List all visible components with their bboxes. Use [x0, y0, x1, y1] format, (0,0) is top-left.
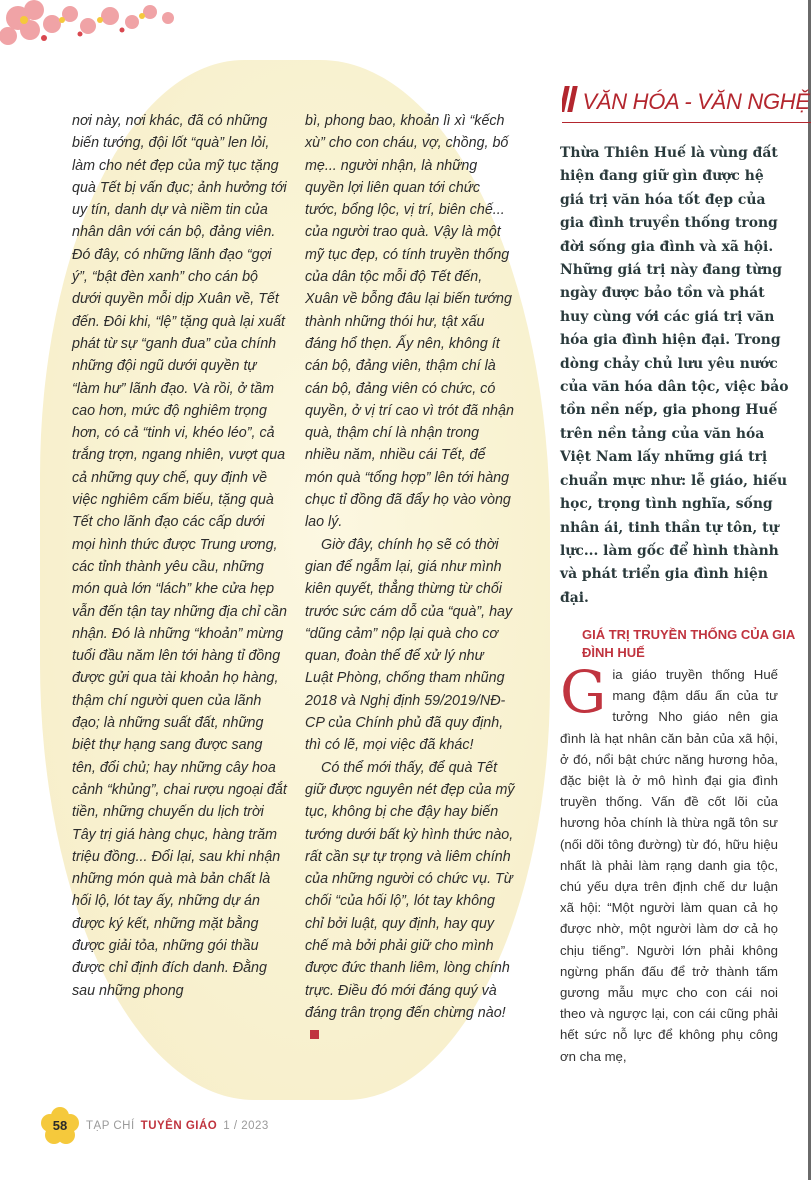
column-2-paragraph-3-text: Có thể mới thấy, để quà Tết giữ được nguyên nét đẹp của mỹ tục, không bị che đậy hay biến tướng dưới bất kỳ hình thức nào, rất cần sự tự trọng và liêm chính của những người có chức vụ. Từ chối “của hối lộ”, lót tay không chỉ bởi luật, quy định, hay quy chế mà bởi phải giữ cho mình được đức thanh liêm, lòng chính trực. Điều đó mới đáng quý và đáng trân trọng đến chừng nào! — [305, 759, 515, 1021]
section-title: VĂN HÓA - VĂN NGHỆ — [582, 88, 810, 114]
section-rule — [562, 122, 811, 123]
end-of-article-mark — [310, 1030, 319, 1039]
lead-paragraph: Thừa Thiên Huế là vùng đất hiện đang giữ gìn được hệ giá trị văn hóa tốt đẹp của gia đình truyền thống trong đời sống gia đình và xã hội. Những giá trị này đang từng ngày được bảo tồn và phát huy cùng với các giá trị văn hóa gia đình hiện đại. Trong dòng chảy chủ lưu yêu nước của văn hóa dân tộc, việc bảo tồn nền nếp, gia phong Huế trên nền tảng của văn hóa Việt Nam lấy những giá trị chuẩn mực như: lễ giáo, hiếu học, trọng tình nghĩa, sống nhân ái, tinh thần tự tôn, tự lực... làm gốc để hình thành và phát triển gia đình hiện đại. — [560, 145, 789, 606]
magazine-brand: TUYÊN GIÁO — [140, 1120, 218, 1132]
page-number-badge — [40, 1106, 80, 1146]
section-bars-icon — [562, 86, 578, 117]
column-2-paragraph-1: bì, phong bao, khoản lì xì “kếch xù” cho con cháu, vợ, chồng, bố mẹ... người nhận, là những quyền lợi liên quan tới chức tước, bổng lộc, vị trí, biên chế... của người trao quà. Vậy là một mỹ tục đẹp, có tính truyền thống của dân tộc mỗi độ Tết đến, Xuân về bỗng đâu lại biến tướng thành những thói hư, tật xấu đáng hổ thẹn. Ấy nên, không ít cán bộ, đảng viên, thậm chí là cán bộ, đảng viên có chức, có quyền, ở vị trí cao vì trót đã nhận quà, thậm chí là nhận trong nhiều năm, nhiều cái Tết, để món quà “tổng hợp” lên tới hàng chục tỉ đồng đã đẩy họ vào vòng lao lý. — [305, 113, 514, 531]
subheading: GIÁ TRỊ TRUYỀN THỐNG CỦA GIA ĐÌNH HUẾ — [582, 627, 795, 660]
body-text: ia giáo truyền thống Huế mang đậm dấu ấn của tư tưởng Nho giáo nên gia đình là hạt nhân căn bản của xã hội, ở đó, nổi bật chức năng hương hỏa, đặc biệt là ở mô hình đại gia đình truyền thống. Vấn đề cốt lõi của hương hỏa chính là thừa ngã tôn sư (nối dõi tông đường) từ đó, hữu hiệu nhất là phải làm rạng danh gia tộc, chú yếu dựa trên định chế dư luận xã hội: “Một người làm quan cả họ được nhờ, một người làm dơ cả họ chịu tiếng”. Người lớn phải không ngừng phấn đấu để trở thành tấm gương mẫu mực cho con cái noi theo và ngược lại, con cái cũng phải hết sức nỗ lực để không phụ công ơn cha mẹ, — [560, 667, 778, 1064]
column-1-paragraph: nơi này, nơi khác, đã có những biến tướng, đội lốt “quà” len lỏi, làm cho nét đẹp của mỹ tục tặng quà Tết bị vấn đục; ảnh hưởng tới uy tín, danh dự và niềm tin của nhân dân với cán bộ, đảng viên. Đó đây, có những lãnh đạo “gợi ý”, “bật đèn xanh” cho cán bộ dưới quyền mỗi dịp Xuân về, Tết đến. Đôi khi, “lệ” tặng quà lại xuất phát từ sự “ganh đua” của chính những đội ngũ dưới quyền tự “làm hư” lãnh đạo. Và rồi, ở tầm cao hơn, mức độ nghiêm trọng hơn, có cả “tinh vi, khéo léo”, cả trắng trợn, ngang nhiên, vượt qua cả những quy chế, quy định về việc nghiêm cấm biếu, tặng quà Tết cho lãnh đạo các cấp dưới mọi hình thức được Trung ương, các tỉnh thành yêu cầu, những món quà lớn “lách” khe cửa hẹp vẫn đến tận tay những địa chỉ cần nhận. Đó là những “khoản” mừng tuổi đầu năm lên tới hàng tỉ đồng được gửi qua tài khoản họ hàng, thậm chí người quen của lãnh đạo; là những suất đất, những biệt thự hạng sang được sang tên, đổi chủ; hay những cây hoa cảnh “khủng”, chai rượu ngoại đắt tiền, những chuyến du lịch trời Tây trị giá hàng chục, hàng trăm triệu đồng... Đổi lại, sau khi nhận những món quà mà bản chất là hối lộ, lót tay ấy, những dự án được ký kết, những mặt bằng được giải tỏa, những gói thầu được chỉ định đích danh. Đằng sau những phong — [72, 113, 287, 999]
article-column-2 — [305, 110, 515, 1046]
page-footer — [40, 1106, 340, 1146]
issue-number: 1 / 2023 — [223, 1120, 269, 1132]
drop-cap: G — [560, 658, 607, 726]
page-number: 58 — [52, 1118, 68, 1133]
column-2-paragraph-2: Giờ đây, chính họ sẽ có thời gian để ngẫm lại, giá như mình kiên quyết, thẳng thừng từ chối trước sức cám dỗ của “quà”, hay “dũng cảm” nộp lại quà cho cơ quan, đoàn thể để xử lý như Luật Phòng, chống tham nhũng 2018 và Nghị định 59/2019/NĐ-CP của Chính phủ đã quy định, thì có lẽ, mọi việc đã khác! — [305, 536, 513, 754]
apricot-blossom-decoration — [0, 0, 200, 60]
column-2-paragraph-3 — [305, 757, 515, 1047]
article-body-right — [560, 658, 778, 1067]
section-header — [562, 86, 811, 120]
article-column-1 — [72, 110, 287, 1002]
magazine-prefix: TẠP CHÍ — [86, 1120, 135, 1132]
